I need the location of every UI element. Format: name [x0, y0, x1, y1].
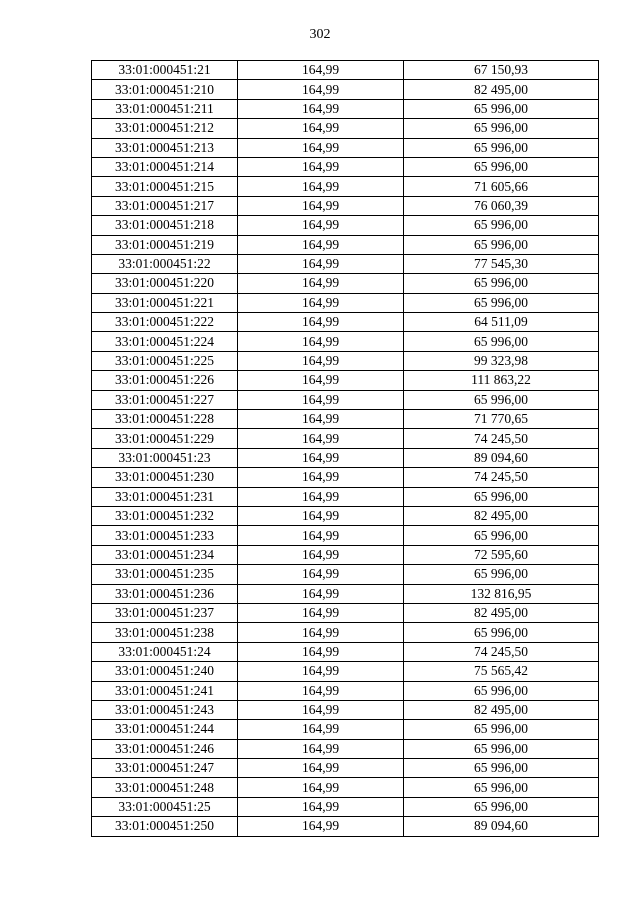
rate-cell: 164,99	[238, 313, 404, 332]
cadastral-value-cell: 65 996,00	[404, 623, 599, 642]
cadastral-value-cell: 74 245,50	[404, 468, 599, 487]
rate-cell: 164,99	[238, 332, 404, 351]
cadastral-number-cell: 33:01:000451:215	[92, 177, 238, 196]
cadastral-value-cell: 71 770,65	[404, 410, 599, 429]
table-row	[92, 157, 599, 176]
cadastral-number-cell: 33:01:000451:250	[92, 817, 238, 836]
cadastral-value-cell: 72 595,60	[404, 545, 599, 564]
table-row	[92, 99, 599, 118]
table-row	[92, 700, 599, 719]
rate-cell: 164,99	[238, 351, 404, 370]
rate-cell: 164,99	[238, 177, 404, 196]
table-row	[92, 623, 599, 642]
rate-cell: 164,99	[238, 274, 404, 293]
cadastral-number-cell: 33:01:000451:210	[92, 80, 238, 99]
rate-cell: 164,99	[238, 293, 404, 312]
cadastral-value-cell: 65 996,00	[404, 99, 599, 118]
cadastral-value-cell: 65 996,00	[404, 720, 599, 739]
table-row	[92, 196, 599, 215]
rate-cell: 164,99	[238, 235, 404, 254]
rate-cell: 164,99	[238, 487, 404, 506]
table-row	[92, 584, 599, 603]
cadastral-value-table	[91, 60, 599, 837]
cadastral-number-cell: 33:01:000451:230	[92, 468, 238, 487]
cadastral-value-cell: 82 495,00	[404, 700, 599, 719]
cadastral-value-cell: 67 150,93	[404, 61, 599, 80]
rate-cell: 164,99	[238, 545, 404, 564]
cadastral-number-cell: 33:01:000451:224	[92, 332, 238, 351]
table-row	[92, 293, 599, 312]
table-row	[92, 390, 599, 409]
rate-cell: 164,99	[238, 216, 404, 235]
cadastral-number-cell: 33:01:000451:212	[92, 119, 238, 138]
cadastral-number-cell: 33:01:000451:233	[92, 526, 238, 545]
table-row	[92, 429, 599, 448]
cadastral-value-cell: 65 996,00	[404, 293, 599, 312]
table-row	[92, 410, 599, 429]
cadastral-number-cell: 33:01:000451:235	[92, 565, 238, 584]
rate-cell: 164,99	[238, 371, 404, 390]
rate-cell: 164,99	[238, 642, 404, 661]
table-row	[92, 662, 599, 681]
cadastral-value-cell: 99 323,98	[404, 351, 599, 370]
cadastral-number-cell: 33:01:000451:24	[92, 642, 238, 661]
table-row	[92, 313, 599, 332]
cadastral-value-cell: 65 996,00	[404, 332, 599, 351]
cadastral-value-cell: 82 495,00	[404, 506, 599, 525]
rate-cell: 164,99	[238, 390, 404, 409]
cadastral-number-cell: 33:01:000451:214	[92, 157, 238, 176]
table-row	[92, 177, 599, 196]
page-number: 302	[309, 27, 331, 42]
table-body	[92, 61, 599, 837]
table-row	[92, 332, 599, 351]
rate-cell: 164,99	[238, 700, 404, 719]
cadastral-number-cell: 33:01:000451:219	[92, 235, 238, 254]
rate-cell: 164,99	[238, 565, 404, 584]
table-row	[92, 526, 599, 545]
cadastral-number-cell: 33:01:000451:248	[92, 778, 238, 797]
rate-cell: 164,99	[238, 739, 404, 758]
cadastral-value-cell: 76 060,39	[404, 196, 599, 215]
rate-cell: 164,99	[238, 778, 404, 797]
cadastral-value-cell: 65 996,00	[404, 390, 599, 409]
rate-cell: 164,99	[238, 584, 404, 603]
cadastral-number-cell: 33:01:000451:246	[92, 739, 238, 758]
cadastral-value-cell: 82 495,00	[404, 80, 599, 99]
rate-cell: 164,99	[238, 138, 404, 157]
cadastral-value-cell: 65 996,00	[404, 487, 599, 506]
table-row	[92, 565, 599, 584]
table-row	[92, 797, 599, 816]
cadastral-number-cell: 33:01:000451:240	[92, 662, 238, 681]
rate-cell: 164,99	[238, 720, 404, 739]
table-row	[92, 642, 599, 661]
table-row	[92, 254, 599, 273]
table-row	[92, 759, 599, 778]
cadastral-value-cell: 65 996,00	[404, 119, 599, 138]
cadastral-number-cell: 33:01:000451:22	[92, 254, 238, 273]
cadastral-number-cell: 33:01:000451:21	[92, 61, 238, 80]
cadastral-value-cell: 82 495,00	[404, 603, 599, 622]
cadastral-value-cell: 65 996,00	[404, 235, 599, 254]
table-row	[92, 487, 599, 506]
cadastral-number-cell: 33:01:000451:222	[92, 313, 238, 332]
cadastral-number-cell: 33:01:000451:220	[92, 274, 238, 293]
cadastral-number-cell: 33:01:000451:237	[92, 603, 238, 622]
cadastral-value-cell: 65 996,00	[404, 778, 599, 797]
cadastral-value-cell: 89 094,60	[404, 817, 599, 836]
cadastral-value-cell: 65 996,00	[404, 526, 599, 545]
cadastral-value-cell: 74 245,50	[404, 429, 599, 448]
rate-cell: 164,99	[238, 603, 404, 622]
table-row	[92, 371, 599, 390]
cadastral-number-cell: 33:01:000451:218	[92, 216, 238, 235]
table-row	[92, 80, 599, 99]
rate-cell: 164,99	[238, 526, 404, 545]
table-row	[92, 119, 599, 138]
table-row	[92, 138, 599, 157]
cadastral-number-cell: 33:01:000451:225	[92, 351, 238, 370]
table-row	[92, 817, 599, 836]
table-row	[92, 720, 599, 739]
cadastral-number-cell: 33:01:000451:227	[92, 390, 238, 409]
cadastral-value-cell: 77 545,30	[404, 254, 599, 273]
rate-cell: 164,99	[238, 61, 404, 80]
cadastral-number-cell: 33:01:000451:213	[92, 138, 238, 157]
cadastral-value-cell: 74 245,50	[404, 642, 599, 661]
rate-cell: 164,99	[238, 429, 404, 448]
cadastral-value-cell: 65 996,00	[404, 157, 599, 176]
cadastral-value-cell: 132 816,95	[404, 584, 599, 603]
cadastral-number-cell: 33:01:000451:228	[92, 410, 238, 429]
table-row	[92, 274, 599, 293]
rate-cell: 164,99	[238, 468, 404, 487]
cadastral-number-cell: 33:01:000451:23	[92, 448, 238, 467]
table-row	[92, 778, 599, 797]
rate-cell: 164,99	[238, 448, 404, 467]
table-row	[92, 216, 599, 235]
rate-cell: 164,99	[238, 817, 404, 836]
rate-cell: 164,99	[238, 681, 404, 700]
table-row	[92, 739, 599, 758]
rate-cell: 164,99	[238, 119, 404, 138]
cadastral-number-cell: 33:01:000451:221	[92, 293, 238, 312]
cadastral-number-cell: 33:01:000451:232	[92, 506, 238, 525]
cadastral-value-cell: 65 996,00	[404, 565, 599, 584]
cadastral-value-cell: 65 996,00	[404, 797, 599, 816]
cadastral-value-cell: 65 996,00	[404, 739, 599, 758]
table-row	[92, 448, 599, 467]
rate-cell: 164,99	[238, 99, 404, 118]
cadastral-value-cell: 65 996,00	[404, 759, 599, 778]
table-row	[92, 545, 599, 564]
cadastral-value-cell: 64 511,09	[404, 313, 599, 332]
cadastral-number-cell: 33:01:000451:226	[92, 371, 238, 390]
cadastral-value-cell: 65 996,00	[404, 216, 599, 235]
cadastral-number-cell: 33:01:000451:211	[92, 99, 238, 118]
cadastral-number-cell: 33:01:000451:241	[92, 681, 238, 700]
cadastral-value-cell: 89 094,60	[404, 448, 599, 467]
cadastral-number-cell: 33:01:000451:231	[92, 487, 238, 506]
rate-cell: 164,99	[238, 623, 404, 642]
rate-cell: 164,99	[238, 759, 404, 778]
cadastral-number-cell: 33:01:000451:238	[92, 623, 238, 642]
table-row	[92, 61, 599, 80]
cadastral-number-cell: 33:01:000451:243	[92, 700, 238, 719]
cadastral-number-cell: 33:01:000451:236	[92, 584, 238, 603]
cadastral-value-cell: 75 565,42	[404, 662, 599, 681]
cadastral-number-cell: 33:01:000451:244	[92, 720, 238, 739]
table-row	[92, 603, 599, 622]
rate-cell: 164,99	[238, 254, 404, 273]
cadastral-value-cell: 71 605,66	[404, 177, 599, 196]
table-row	[92, 235, 599, 254]
rate-cell: 164,99	[238, 80, 404, 99]
rate-cell: 164,99	[238, 157, 404, 176]
cadastral-value-cell: 65 996,00	[404, 681, 599, 700]
cadastral-number-cell: 33:01:000451:247	[92, 759, 238, 778]
rate-cell: 164,99	[238, 196, 404, 215]
table-row	[92, 351, 599, 370]
rate-cell: 164,99	[238, 797, 404, 816]
cadastral-value-cell: 65 996,00	[404, 274, 599, 293]
table-row	[92, 506, 599, 525]
cadastral-number-cell: 33:01:000451:25	[92, 797, 238, 816]
cadastral-number-cell: 33:01:000451:234	[92, 545, 238, 564]
cadastral-number-cell: 33:01:000451:217	[92, 196, 238, 215]
table-row	[92, 681, 599, 700]
cadastral-number-cell: 33:01:000451:229	[92, 429, 238, 448]
cadastral-value-cell: 111 863,22	[404, 371, 599, 390]
rate-cell: 164,99	[238, 662, 404, 681]
table-row	[92, 468, 599, 487]
rate-cell: 164,99	[238, 410, 404, 429]
rate-cell: 164,99	[238, 506, 404, 525]
cadastral-value-cell: 65 996,00	[404, 138, 599, 157]
